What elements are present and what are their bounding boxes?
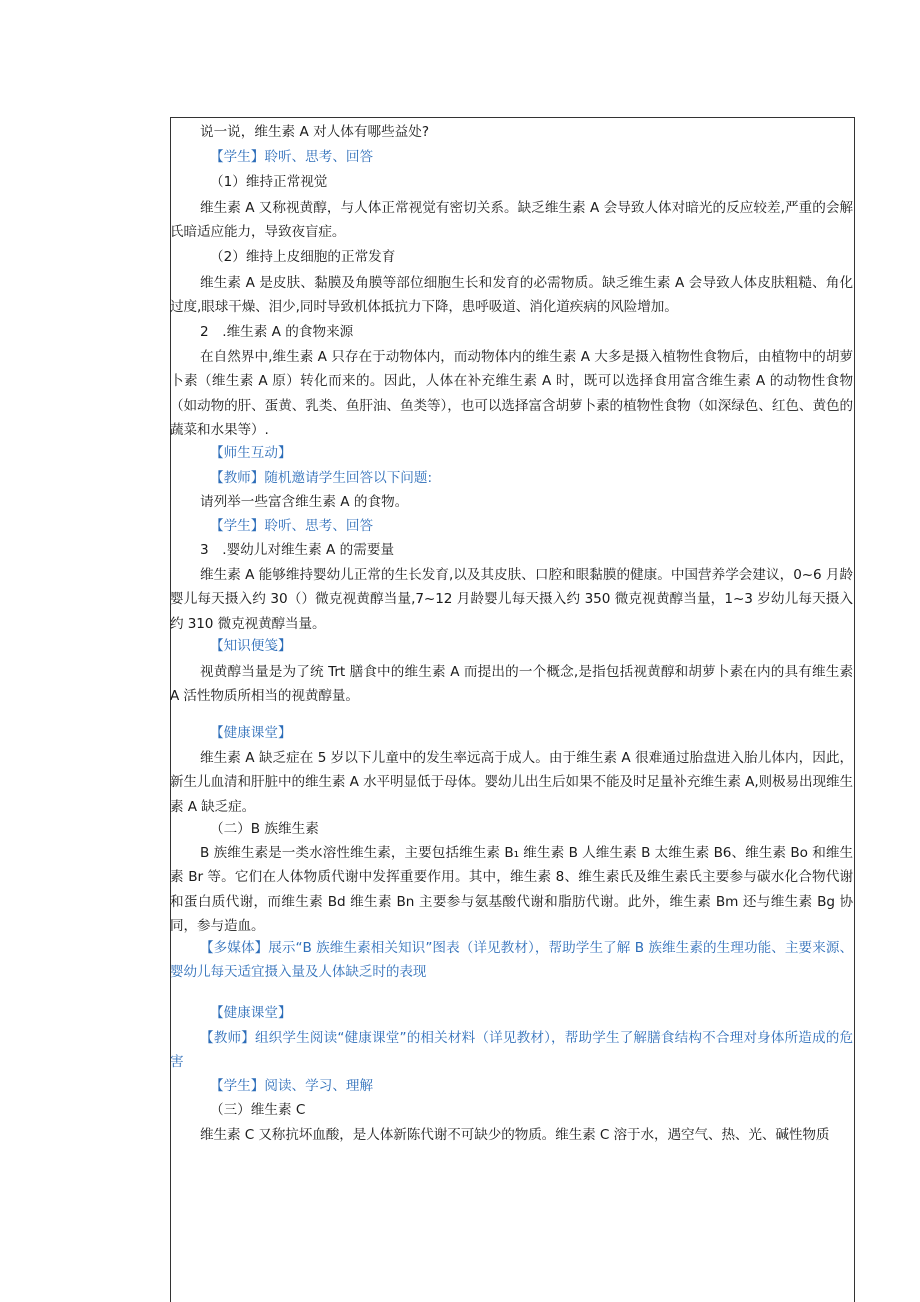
section-heading-food-sources: 2 .维生素 A 的食物来源	[200, 324, 354, 340]
knowledge-note-label: 【知识便笺】	[210, 638, 292, 654]
subheading-vision: （1）维持正常视觉	[210, 174, 328, 190]
student-response-label-3: 【学生】阅读、学习、理解	[210, 1078, 374, 1094]
subheading-epithelium: （2）维持上皮细胞的正常发育	[210, 249, 396, 265]
paragraph-deficiency: 维生素 A 缺乏症在 5 岁以下儿童中的发生率远高于成人。由于维生素 A 很难通过胎盘进入胎儿体内，因此，新生儿血清和肝脏中的维生素 A 水平明显低于母体。婴幼儿出生后如果不能及时足量补充维生素 A,则极易出现维生素 A 缺乏症。	[170, 750, 853, 815]
paragraph-epithelium: 维生素 A 是皮肤、黏膜及角膜等部位细胞生长和发育的必需物质。缺乏维生素 A 会导致人体皮肤粗糙、角化过度,眼球干燥、泪少,同时导致机体抵抗力下降，患呼吸道、消化道疾病的风险增加。	[170, 275, 853, 316]
paragraph-food-sources: 在自然界中,维生素 A 只存在于动物体内，而动物体内的维生素 A 大多是摄入植物性食物后，由植物中的胡萝卜素（维生素 A 原）转化而来的。因此，人体在补充维生素 A 时，既可以选择食用富含维生素 A 的动物性食物（如动物的肝、蛋黄、乳类、鱼肝油、鱼类等），也可以选择富含胡萝卜素的植物性食物（如深绿色、红色、黄色的蔬菜和水果等）.	[170, 349, 853, 439]
question-food-list: 请列举一些富含维生素 A 的食物。	[200, 494, 409, 510]
prompt-question: 说一说，维生素 A 对人体有哪些益处?	[200, 124, 430, 140]
teacher-reading-task: 【教师】组织学生阅读“健康课堂”的相关材料（详见教材），帮助学生了解膳食结构不合理对身体所造成的危害	[170, 1030, 853, 1071]
paragraph-vitamin-c: 维生素 C 又称抗坏血酸，是人体新陈代谢不可缺少的物质。维生素 C 溶于水，遇空气、热、光、碱性物质	[200, 1127, 830, 1143]
interaction-label: 【师生互动】	[210, 445, 292, 461]
student-response-label-2: 【学生】聆听、思考、回答	[210, 518, 374, 534]
teacher-instruction: 【教师】随机邀请学生回答以下问题:	[210, 470, 433, 486]
paragraph-requirement: 维生素 A 能够维持婴幼儿正常的生长发育,以及其皮肤、口腔和眼黏膜的健康。中国营养学会建议，0~6 月龄婴儿每天摄入约 30（）微克视黄醇当量,7~12 月龄婴儿每天摄入约 350 微克视黄醇当量，1~3 岁幼儿每天摄入约 310 微克视黄醇当量。	[170, 567, 853, 632]
multimedia-note: 【多媒体】展示“B 族维生素相关知识”图表（详见教材），帮助学生了解 B 族维生素的生理功能、主要来源、婴幼儿每天适宜摄入量及人体缺乏时的表现	[170, 940, 853, 981]
section-heading-requirement: 3 .婴幼儿对维生素 A 的需要量	[200, 542, 395, 558]
subheading-vitamin-c: （三）维生素 C	[210, 1102, 306, 1118]
paragraph-vitamin-b: B 族维生素是一类水溶性维生素，主要包括维生素 B₁ 维生素 B 人维生素 B 太维生素 B6、维生素 Bo 和维生素 Br 等。它们在人体物质代谢中发挥重要作用。其中，维生素 8、维生素氏及维生素氏主要参与碳水化合物代谢和蛋白质代谢，而维生素 Bd 维生素 Bn 主要参与氨基酸代谢和脂肪代谢。此外，维生素 Bm 还与维生素 Bg 协同，参与造血。	[170, 845, 853, 935]
health-class-label-2: 【健康课堂】	[210, 1005, 292, 1021]
health-class-label: 【健康课堂】	[210, 725, 292, 741]
paragraph-vision: 维生素 A 又称视黄醇，与人体正常视觉有密切关系。缺乏维生素 A 会导致人体对暗光的反应较差,严重的会解氏暗适应能力，导致夜盲症。	[170, 200, 853, 241]
subheading-vitamin-b: （二）B 族维生素	[210, 821, 319, 837]
paragraph-retinol-equivalent: 视黄醇当量是为了统 Trt 膳食中的维生素 A 而提出的一个概念,是指包括视黄醇和胡萝卜素在内的具有维生素 A 活性物质所相当的视黄醇量。	[170, 664, 853, 705]
student-response-label: 【学生】聆听、思考、回答	[210, 149, 374, 165]
